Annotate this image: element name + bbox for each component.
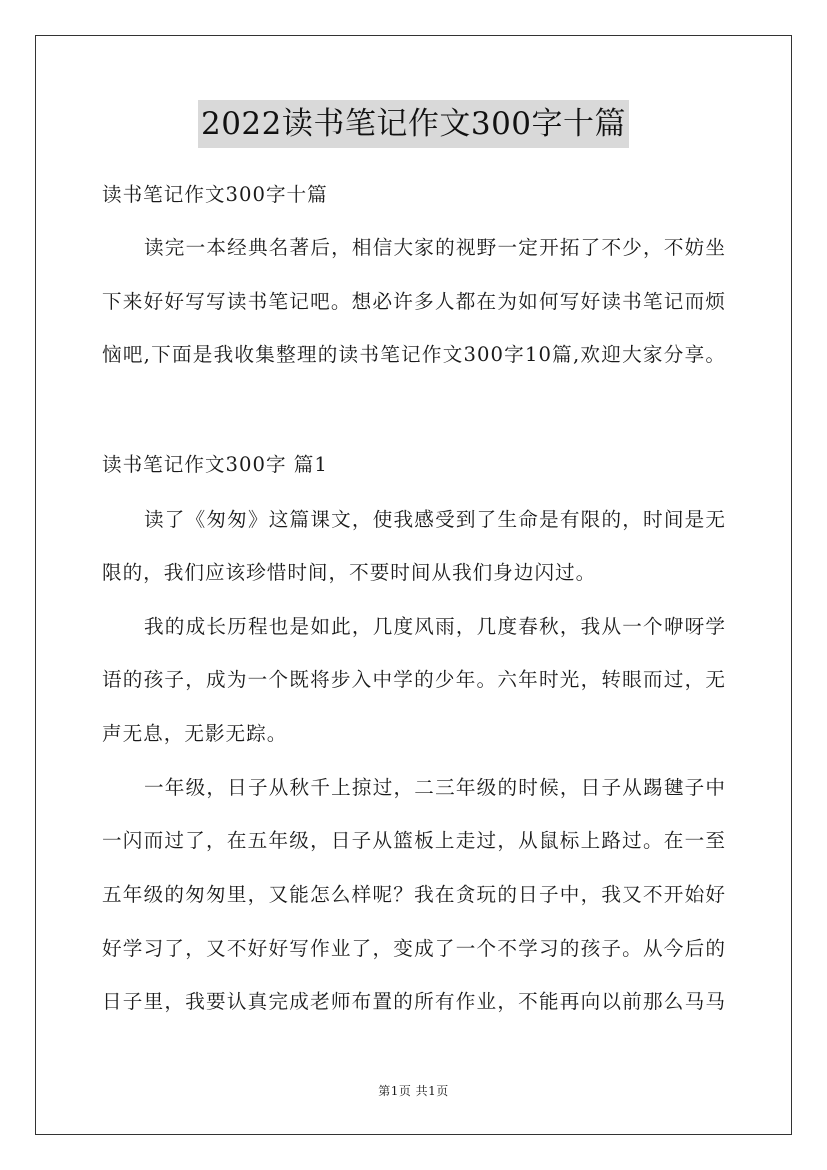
paragraph-line: 我的成长历程也是如此，几度风雨，几度春秋，我从一个咿呀学 — [144, 615, 726, 638]
paragraph-line: 声无息，无影无踪。 — [102, 722, 288, 745]
paragraph-line: 语的孩子，成为一个既将步入中学的少年。六年时光，转眼而过，无 — [102, 668, 726, 691]
paragraph-line: 读了《匆匆》这篇课文，使我感受到了生命是有限的，时间是无 — [144, 508, 726, 531]
intro-line: 下来好好写写读书笔记吧。想必许多人都在为如何写好读书笔记而烦 — [102, 290, 726, 313]
title-container — [0, 100, 827, 148]
paragraph-line: 一年级，日子从秋千上掠过，二三年级的时候，日子从踢毽子中 — [144, 776, 726, 799]
intro-line: 读完一本经典名著后，相信大家的视野一定开拓了不少，不妨坐 — [144, 236, 726, 259]
intro-line: 恼吧,下面是我收集整理的读书笔记作文300字10篇,欢迎大家分享。 — [102, 343, 726, 366]
paragraph-line: 五年级的匆匆里，又能怎么样呢？我在贪玩的日子中，我又不开始好 — [102, 883, 726, 906]
paragraph-line: 一闪而过了，在五年级，日子从篮板上走过，从鼠标上路过。在一至 — [102, 829, 726, 852]
section-heading: 读书笔记作文300字 篇1 — [102, 453, 328, 476]
subtitle: 读书笔记作文300字十篇 — [102, 183, 328, 206]
paragraph-line: 限的，我们应该珍惜时间，不要时间从我们身边闪过。 — [102, 561, 597, 584]
paragraph-line: 好学习了，又不好好写作业了，变成了一个不学习的孩子。从今后的 — [102, 937, 726, 960]
document-title: 2022读书笔记作文300字十篇 — [198, 100, 629, 148]
page-number: 第1页 共1页 — [378, 1084, 449, 1098]
paragraph-line: 日子里，我要认真完成老师布置的所有作业，不能再向以前那么马马 — [102, 990, 726, 1013]
